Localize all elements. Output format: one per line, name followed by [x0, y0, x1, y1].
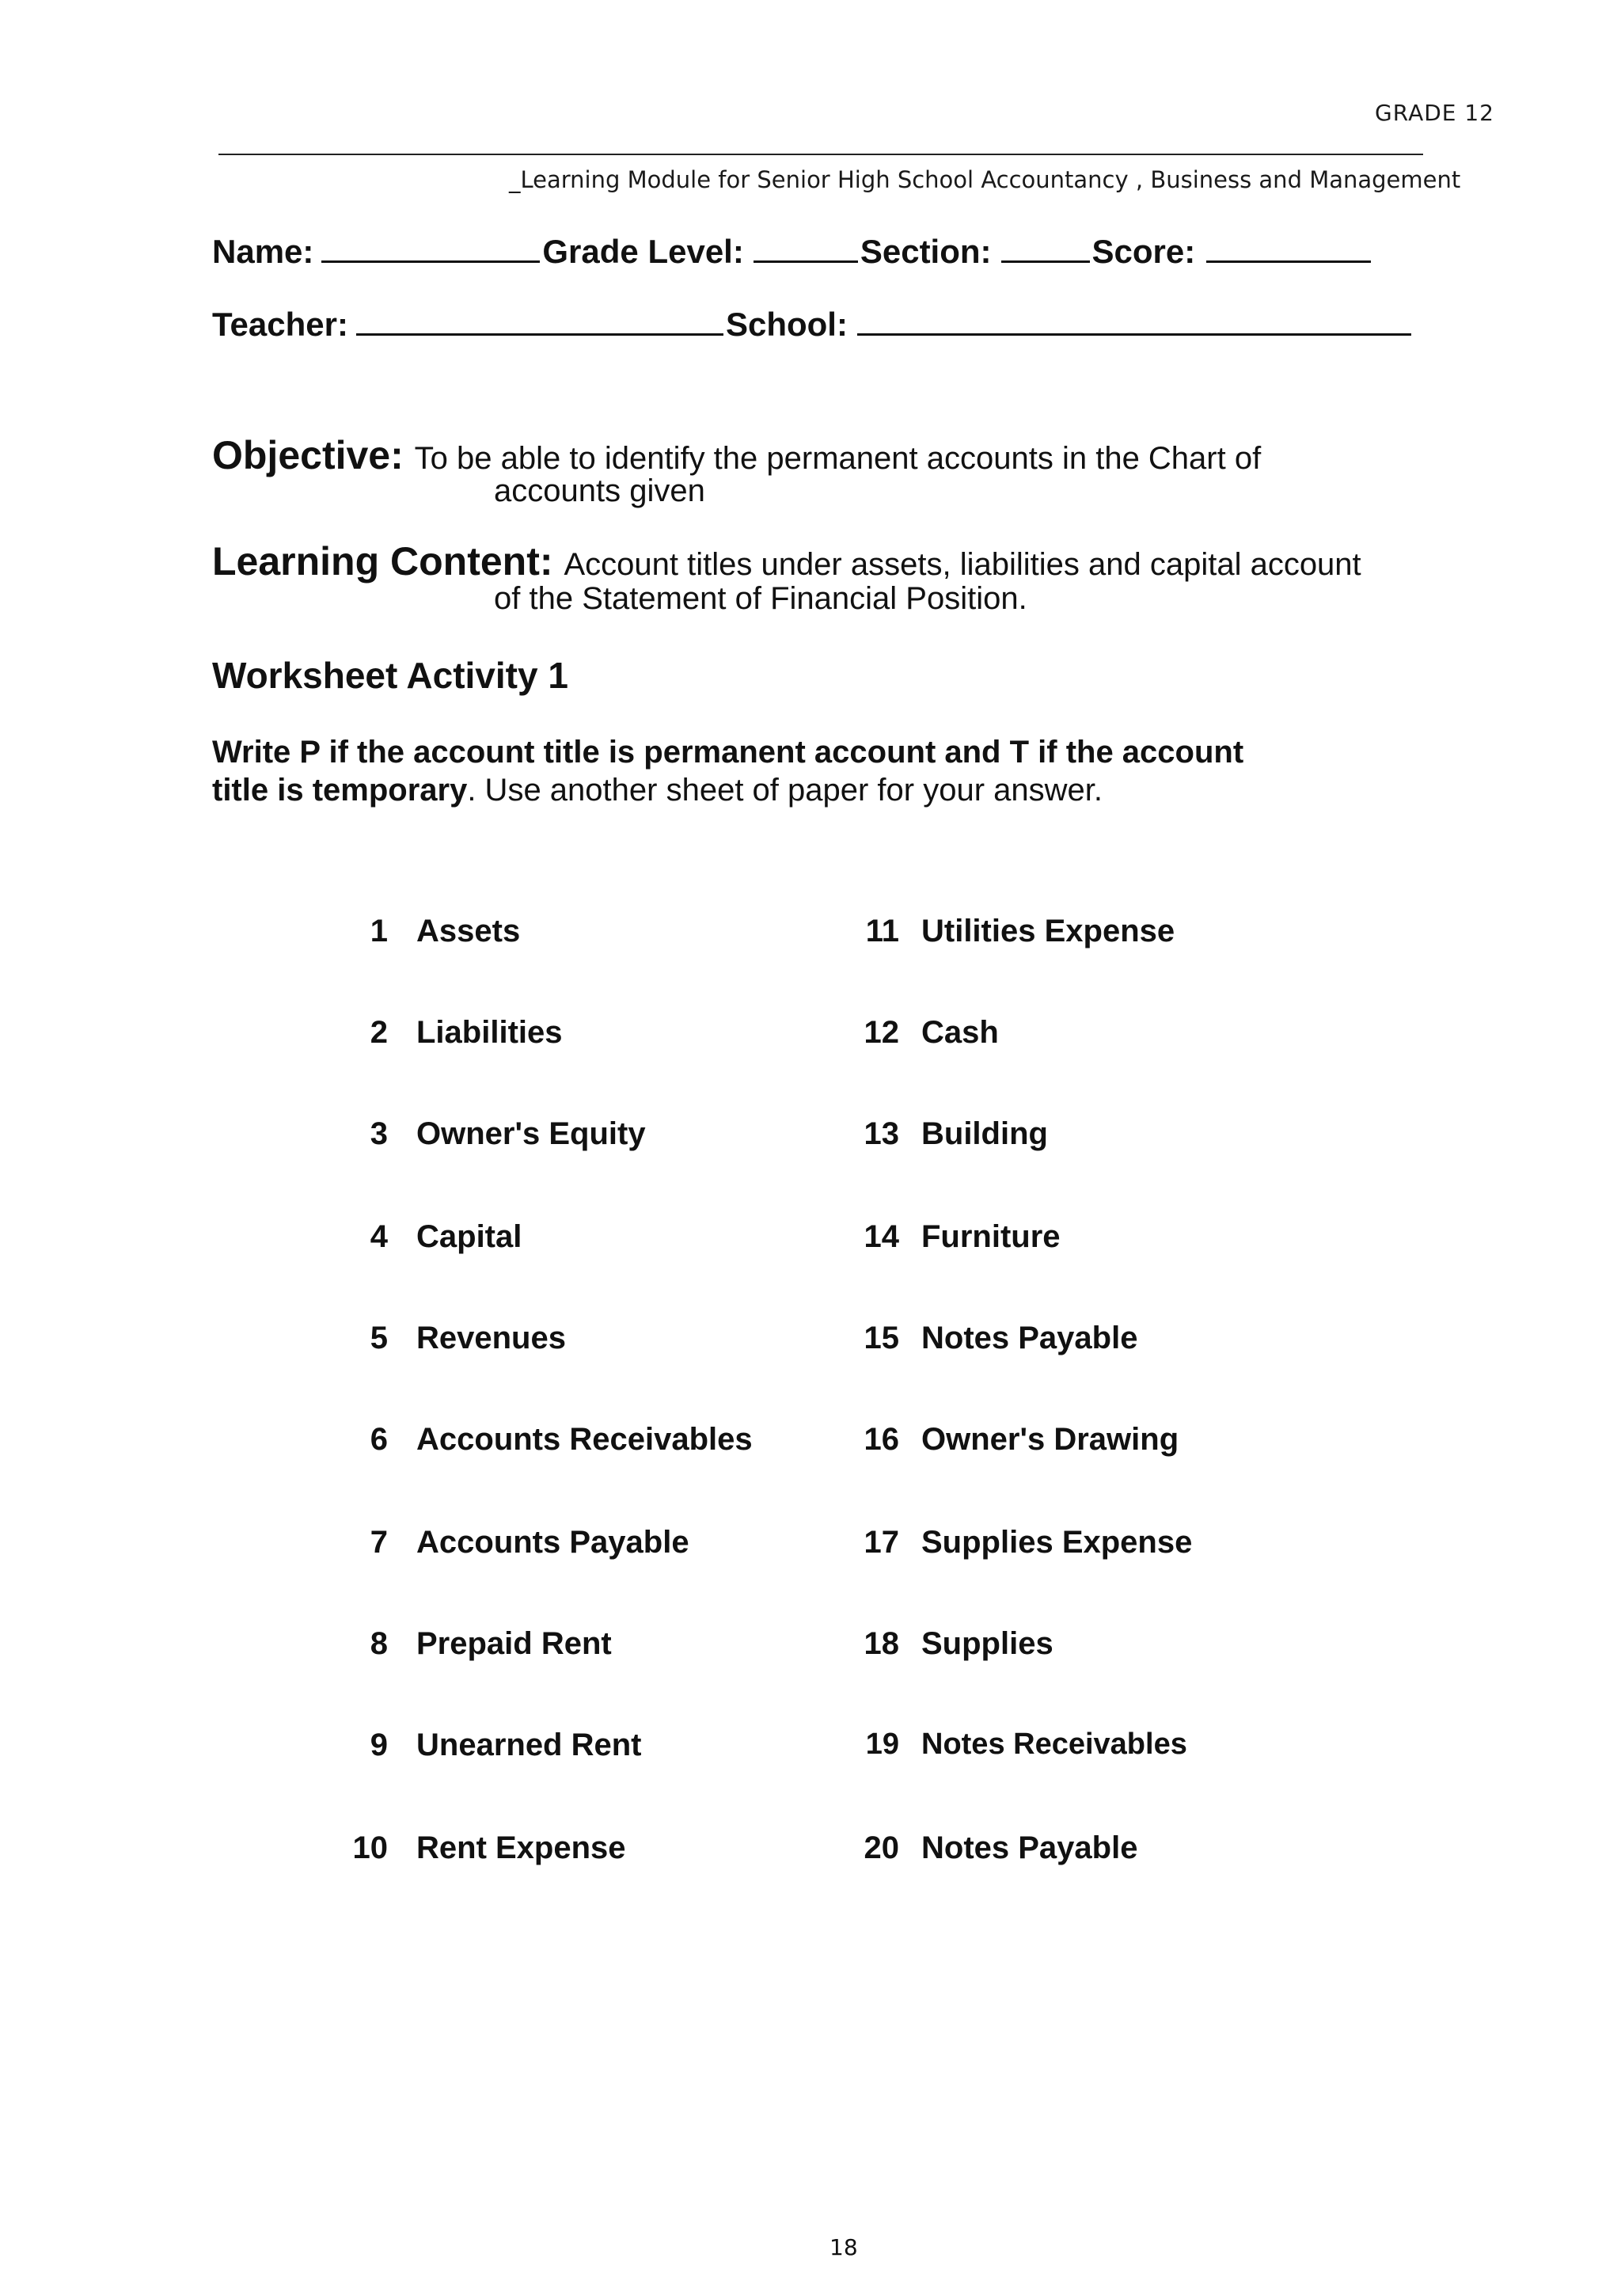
instruction-bold-1: Write P if the account title is permanent account and T if the account	[212, 735, 1244, 770]
account-item-number: 3	[370, 1116, 388, 1151]
account-item-label: Capital	[416, 1219, 522, 1254]
account-item-label: Notes Receivables	[921, 1728, 1187, 1761]
account-item-label: Utilities Expense	[921, 914, 1175, 948]
student-info-row	[212, 233, 1373, 271]
account-item-label: Liabilities	[416, 1015, 563, 1050]
account-item-number: 11	[865, 914, 899, 948]
account-item-label: Accounts Payable	[416, 1525, 689, 1560]
teacher-school-row	[212, 306, 1414, 344]
account-item-label: Unearned Rent	[416, 1728, 642, 1762]
account-item-number: 10	[352, 1830, 388, 1865]
account-item-number: 18	[864, 1626, 899, 1661]
header-rule	[218, 154, 1423, 155]
school-label: School:	[725, 306, 848, 343]
instruction-line-1	[212, 735, 1243, 770]
instruction-bold-2: title is temporary	[212, 773, 468, 808]
account-item-label: Rent Expense	[416, 1830, 626, 1865]
account-item-label: Furniture	[921, 1219, 1061, 1254]
account-item-number: 4	[370, 1219, 388, 1254]
account-item-number: 19	[865, 1728, 899, 1761]
account-item-label: Notes Payable	[921, 1830, 1138, 1865]
account-item-number: 8	[370, 1626, 388, 1661]
instruction-rest: . Use another sheet of paper for your answer.	[467, 773, 1103, 808]
account-item-number: 2	[370, 1015, 388, 1050]
account-item-label: Cash	[921, 1015, 999, 1050]
account-item-number: 14	[864, 1219, 899, 1254]
account-item-label: Prepaid Rent	[416, 1626, 612, 1661]
section-blank	[1001, 234, 1090, 263]
teacher-blank	[356, 306, 723, 336]
module-subtitle: _Learning Module for Senior High School Accountancy , Business and Management	[509, 166, 1461, 193]
account-item-label: Notes Payable	[921, 1321, 1138, 1355]
section-label: Section:	[860, 233, 992, 270]
learning-content-line-1: Account titles under assets, liabilities and capital account	[564, 547, 1361, 582]
name-label: Name:	[212, 233, 314, 270]
account-item-label: Assets	[416, 914, 521, 948]
account-item-label: Building	[921, 1116, 1048, 1151]
instruction-line-2	[212, 773, 1103, 808]
learning-content-label: Learning Content:	[212, 539, 553, 584]
account-item-number: 15	[864, 1321, 899, 1355]
grade-level-blank	[754, 234, 858, 263]
account-item-label: Supplies Expense	[921, 1525, 1193, 1560]
objective-line-2: accounts given	[494, 473, 705, 508]
account-item-label: Owner's Drawing	[921, 1422, 1179, 1457]
account-item-number: 13	[864, 1116, 899, 1151]
learning-content-line-2: of the Statement of Financial Position.	[494, 581, 1027, 616]
account-item-number: 6	[370, 1422, 388, 1457]
objective-label: Objective:	[212, 433, 404, 477]
school-blank	[857, 306, 1411, 336]
account-item-label: Supplies	[921, 1626, 1053, 1661]
worksheet-title: Worksheet Activity 1	[212, 655, 568, 696]
account-item-number: 12	[864, 1015, 899, 1050]
learning-content-heading	[212, 538, 1361, 584]
account-item-label: Revenues	[416, 1321, 566, 1355]
score-label: Score:	[1091, 233, 1196, 270]
account-item-number: 1	[370, 914, 388, 948]
name-blank	[321, 234, 540, 263]
teacher-label: Teacher:	[212, 306, 348, 343]
score-blank	[1206, 234, 1371, 263]
page-number: 18	[829, 2234, 858, 2260]
objective-heading	[212, 432, 1261, 478]
account-item-label: Owner's Equity	[416, 1116, 646, 1151]
grade-level-label: Grade Level:	[542, 233, 744, 270]
grade-label: GRADE 12	[1375, 100, 1494, 126]
account-item-number: 5	[370, 1321, 388, 1355]
objective-line-1: To be able to identify the permanent accounts in the Chart of	[414, 441, 1262, 476]
account-item-number: 20	[864, 1830, 899, 1865]
account-item-number: 17	[864, 1525, 899, 1560]
account-item-label: Accounts Receivables	[416, 1422, 753, 1457]
account-item-number: 7	[370, 1525, 388, 1560]
account-item-number: 16	[864, 1422, 899, 1457]
account-item-number: 9	[370, 1728, 388, 1762]
